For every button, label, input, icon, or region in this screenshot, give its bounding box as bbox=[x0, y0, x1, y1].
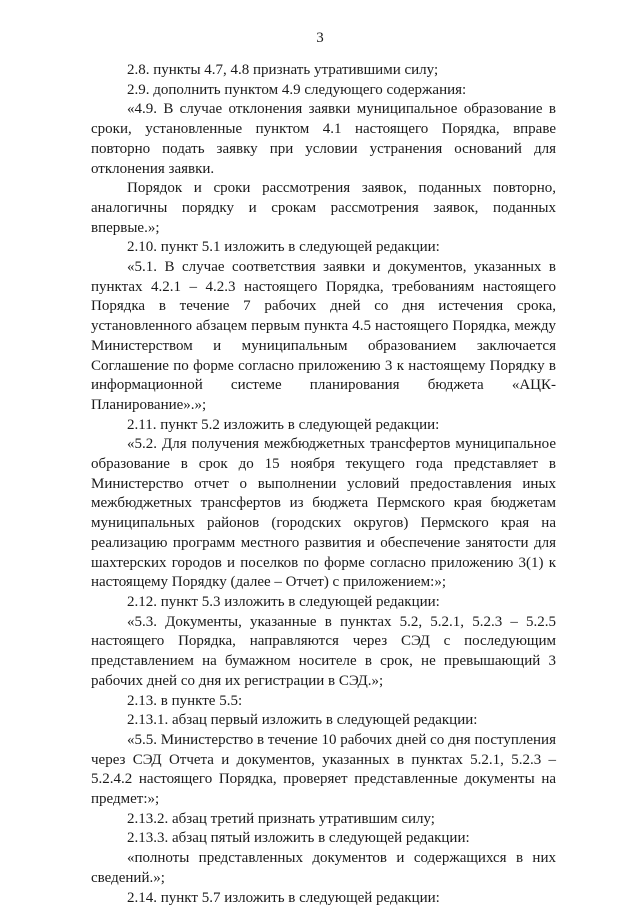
paragraph-3: «4.9. В случае отклонения заявки муниципальное образование в сроки, установленные пунктом 4.1 настоящего Порядка, вправе повторно подать заявку при условии устранения оснований для отклонения заявки. bbox=[91, 101, 556, 177]
paragraph-7: 2.11. пункт 5.2 изложить в следующей редакции: bbox=[127, 416, 440, 433]
paragraph-15: 2.13.3. абзац пятый изложить в следующей редакции: bbox=[127, 830, 470, 847]
paragraph-9: 2.12. пункт 5.3 изложить в следующей редакции: bbox=[127, 593, 440, 610]
paragraph-8: «5.2. Для получения межбюджетных трансфертов муниципальное образование в срок до 15 ноября текущего года представляет в Министерство отчет о выполнении условий предоставления иных межбюджетных трансфертов из бюджета Пермского края бюджетам муниципальных районов (городских округов) Пермского края на реализацию программ местного развития и обеспечение занятости для шахтерских городов и поселков по форме согласно приложению 3(1) к настоящему Порядку (далее – Отчет) с приложением:»; bbox=[91, 436, 556, 591]
page-number: 3 bbox=[316, 30, 324, 46]
paragraph-14: 2.13.2. абзац третий признать утратившим силу; bbox=[127, 810, 435, 827]
paragraph-1: 2.8. пункты 4.7, 4.8 признать утратившими силу; bbox=[127, 62, 439, 78]
paragraph-16: «полноты представленных документов и содержащихся в них сведений.»; bbox=[91, 850, 556, 886]
paragraph-2: 2.9. дополнить пунктом 4.9 следующего содержания: bbox=[127, 81, 467, 98]
paragraph-11: 2.13. в пункте 5.5: bbox=[127, 692, 243, 709]
paragraph-17: 2.14. пункт 5.7 изложить в следующей редакции: bbox=[127, 889, 440, 906]
paragraph-13: «5.5. Министерство в течение 10 рабочих дней со дня поступления через СЭД Отчета и документов, указанных в пунктах 5.2.1, 5.2.3 – 5.2.4.2 настоящего Порядка, проверяет представленные документы на предмет:»; bbox=[91, 731, 556, 808]
paragraph-12: 2.13.1. абзац первый изложить в следующей редакции: bbox=[127, 712, 478, 729]
paragraph-4: Порядок и сроки рассмотрения заявок, поданных повторно, аналогичны порядку и срокам рассмотрения заявок, поданных впервые.»; bbox=[91, 180, 556, 236]
paragraph-6: «5.1. В случае соответствия заявки и документов, указанных в пунктах 4.2.1 – 4.2.3 настоящего Порядка, требованиям настоящего Порядка в течение 7 рабочих дней со дня истечения срока, установленного абзацем первым пункта 4.5 настоящего Порядка, между Министерством и муниципальным образованием заключается Соглашение по форме согласно приложению 3 к настоящему Порядку в информационной системе планирования бюджета «АЦК-Планирование».»; bbox=[91, 259, 556, 413]
document-body bbox=[91, 61, 556, 908]
paragraph-10: «5.3. Документы, указанные в пунктах 5.2, 5.2.1, 5.2.3 – 5.2.5 настоящего Порядка, направляются через СЭД с последующим представлением на бумажном носителе в срок, не превышающий 3 рабочих дней со дня их регистрации в СЭД.»; bbox=[91, 613, 556, 689]
paragraph-5: 2.10. пункт 5.1 изложить в следующей редакции: bbox=[127, 239, 440, 256]
